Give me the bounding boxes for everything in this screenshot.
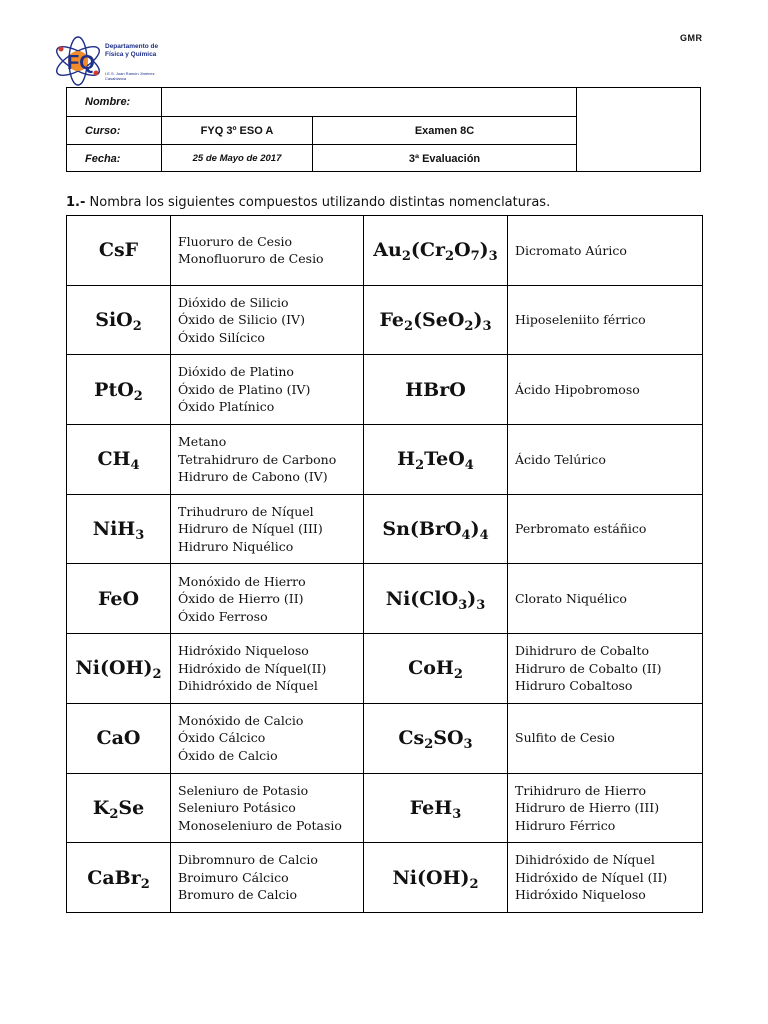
compound-name: Perbromato estáñico xyxy=(515,521,647,537)
compound-formula: FeO xyxy=(67,564,171,634)
compound-names xyxy=(171,216,364,286)
compound-name: Sulfito de Cesio xyxy=(515,730,615,746)
document-code: GMR xyxy=(680,33,703,43)
compound-name: Óxido Platínico xyxy=(178,399,275,415)
table-row xyxy=(67,216,703,286)
compound-names xyxy=(171,494,364,564)
compound-name: Óxido Cálcico xyxy=(178,730,266,746)
compound-name: Dicromato Aúrico xyxy=(515,242,627,258)
nombre-label: Nombre: xyxy=(85,96,131,108)
compound-names xyxy=(171,773,364,843)
compound-formula: $H_2TeO_4$ xyxy=(364,425,508,495)
table-row xyxy=(67,634,703,704)
department-logo xyxy=(52,33,162,89)
compound-name: Clorato Niquélico xyxy=(515,591,627,607)
curso-label: Curso: xyxy=(85,124,121,137)
compound-names xyxy=(508,703,703,773)
compound-name: Óxido Ferroso xyxy=(178,608,268,624)
table-row xyxy=(67,703,703,773)
compound-name: Metano xyxy=(178,434,227,450)
compound-name: Fluoruro de Cesio xyxy=(178,233,293,249)
compound-name: Ácido Hipobromoso xyxy=(515,381,640,397)
compound-name: Hidróxido de Níquel(II) xyxy=(178,660,327,676)
table-row xyxy=(67,773,703,843)
compound-formula: $Ni(OH)_2$ xyxy=(67,634,171,704)
compound-name: Óxido de Calcio xyxy=(178,747,278,763)
compound-name: Monoseleniuro de Potasio xyxy=(178,817,342,833)
compound-names xyxy=(508,285,703,355)
compound-names xyxy=(171,425,364,495)
compound-names xyxy=(508,355,703,425)
compound-names xyxy=(171,703,364,773)
compound-name: Óxido de Silicio (IV) xyxy=(178,312,305,328)
compound-names xyxy=(171,355,364,425)
compound-name: Ácido Telúrico xyxy=(515,451,606,467)
compound-name: Hidruro Férrico xyxy=(515,817,616,833)
nombre-field[interactable] xyxy=(162,88,576,116)
compound-names xyxy=(508,216,703,286)
compound-formula: CaO xyxy=(67,703,171,773)
compound-name: Dióxido de Platino xyxy=(178,364,294,380)
table-row xyxy=(67,355,703,425)
compound-name: Bromuro de Calcio xyxy=(178,887,297,903)
table-row xyxy=(67,285,703,355)
compounds-table xyxy=(66,215,703,913)
compound-formula: $Fe_2(SeO_2)_3$ xyxy=(364,285,508,355)
compound-name: Hidruro de Níquel (III) xyxy=(178,521,323,537)
exam-title: Examen 8C xyxy=(414,124,475,137)
fecha-label: Fecha: xyxy=(85,152,121,165)
compound-formula: CoH$_2$ xyxy=(364,634,508,704)
compound-name: Hiposeleniito férrico xyxy=(515,312,646,328)
compound-name: Hidruro Niquélico xyxy=(178,538,294,554)
compound-formula: PtO$_2$ xyxy=(67,355,171,425)
atom-logo-icon xyxy=(52,33,108,89)
compound-name: Trihudruro de Níquel xyxy=(178,503,314,519)
compound-names xyxy=(508,843,703,913)
compound-formula: $K_2Se$ xyxy=(67,773,171,843)
compound-name: Monóxido de Hierro xyxy=(178,573,306,589)
compound-names xyxy=(508,494,703,564)
compound-name: Seleniuro de Potasio xyxy=(178,782,309,798)
compound-name: Hidruro de Cabono (IV) xyxy=(178,469,328,485)
logo-department-text: Departamento de Física y Química xyxy=(105,43,159,58)
compound-name: Hidróxido Niqueloso xyxy=(178,643,309,659)
compound-formula: SiO$_2$ xyxy=(67,285,171,355)
question-number: 1.- xyxy=(66,195,86,210)
compound-name: Dihidruro de Cobalto xyxy=(515,643,650,659)
compound-names xyxy=(171,564,364,634)
compound-names xyxy=(508,564,703,634)
compound-name: Hidruro de Cobalto (II) xyxy=(515,660,662,676)
compound-formula: $Au_2(Cr_2O_7)_3$ xyxy=(364,216,508,286)
compound-names xyxy=(508,773,703,843)
table-row xyxy=(67,564,703,634)
compound-name: Monofluoruro de Cesio xyxy=(178,251,324,267)
compound-name: Hidróxido de Níquel (II) xyxy=(515,869,668,885)
compound-names xyxy=(508,634,703,704)
compound-name: Seleniuro Potásico xyxy=(178,800,296,816)
compound-formula: NiH$_3$ xyxy=(67,494,171,564)
logo-school-text: I.E.S. Juan Ramón Jiménez Casablanca xyxy=(105,71,155,81)
compound-name: Óxido de Platino (IV) xyxy=(178,381,311,397)
logo-letters: FQ xyxy=(67,52,95,74)
grade-box[interactable] xyxy=(577,88,701,172)
question-text: Nombra los siguientes compuestos utilizando distintas nomenclaturas. xyxy=(85,195,551,210)
fecha-value: 25 de Mayo de 2017 xyxy=(192,153,282,164)
compound-formula: $Sn(BrO_4)_4$ xyxy=(364,494,508,564)
compound-name: Broimuro Cálcico xyxy=(178,869,289,885)
question-1 xyxy=(66,195,550,210)
table-row xyxy=(67,843,703,913)
compound-names xyxy=(171,843,364,913)
compound-name: Óxido Silícico xyxy=(178,329,265,345)
student-header-table xyxy=(66,87,701,172)
compound-name: Hidróxido Niqueloso xyxy=(515,887,646,903)
compound-formula: FeH$_3$ xyxy=(364,773,508,843)
compound-formula: $Ni(ClO_3)_3$ xyxy=(364,564,508,634)
compound-formula: $Cs_2SO_3$ xyxy=(364,703,508,773)
table-row xyxy=(67,494,703,564)
compound-names xyxy=(171,634,364,704)
compound-name: Dióxido de Silicio xyxy=(178,294,289,310)
compound-names xyxy=(508,425,703,495)
compound-name: Hidruro Cobaltoso xyxy=(515,678,633,694)
compound-formula: $Ni(OH)_2$ xyxy=(364,843,508,913)
compound-name: Tetrahidruro de Carbono xyxy=(178,451,337,467)
compound-names xyxy=(171,285,364,355)
evaluacion-value: 3ª Evaluación xyxy=(408,152,481,165)
compound-formula: HBrO xyxy=(364,355,508,425)
compound-name: Dibromnuro de Calcio xyxy=(178,852,318,868)
compound-formula: $CH_4$ xyxy=(67,425,171,495)
table-row xyxy=(67,425,703,495)
compound-name: Dihidróxido de Níquel xyxy=(515,852,655,868)
curso-value: FYQ 3º ESO A xyxy=(200,124,274,137)
compound-name: Dihidróxido de Níquel xyxy=(178,678,318,694)
compound-name: Hidruro de Hierro (III) xyxy=(515,800,660,816)
compound-name: Monóxido de Calcio xyxy=(178,712,304,728)
compound-formula: CaBr$_2$ xyxy=(67,843,171,913)
compound-formula: CsF xyxy=(67,216,171,286)
compound-name: Óxido de Hierro (II) xyxy=(178,591,304,607)
compound-name: Trihidruro de Hierro xyxy=(515,782,647,798)
